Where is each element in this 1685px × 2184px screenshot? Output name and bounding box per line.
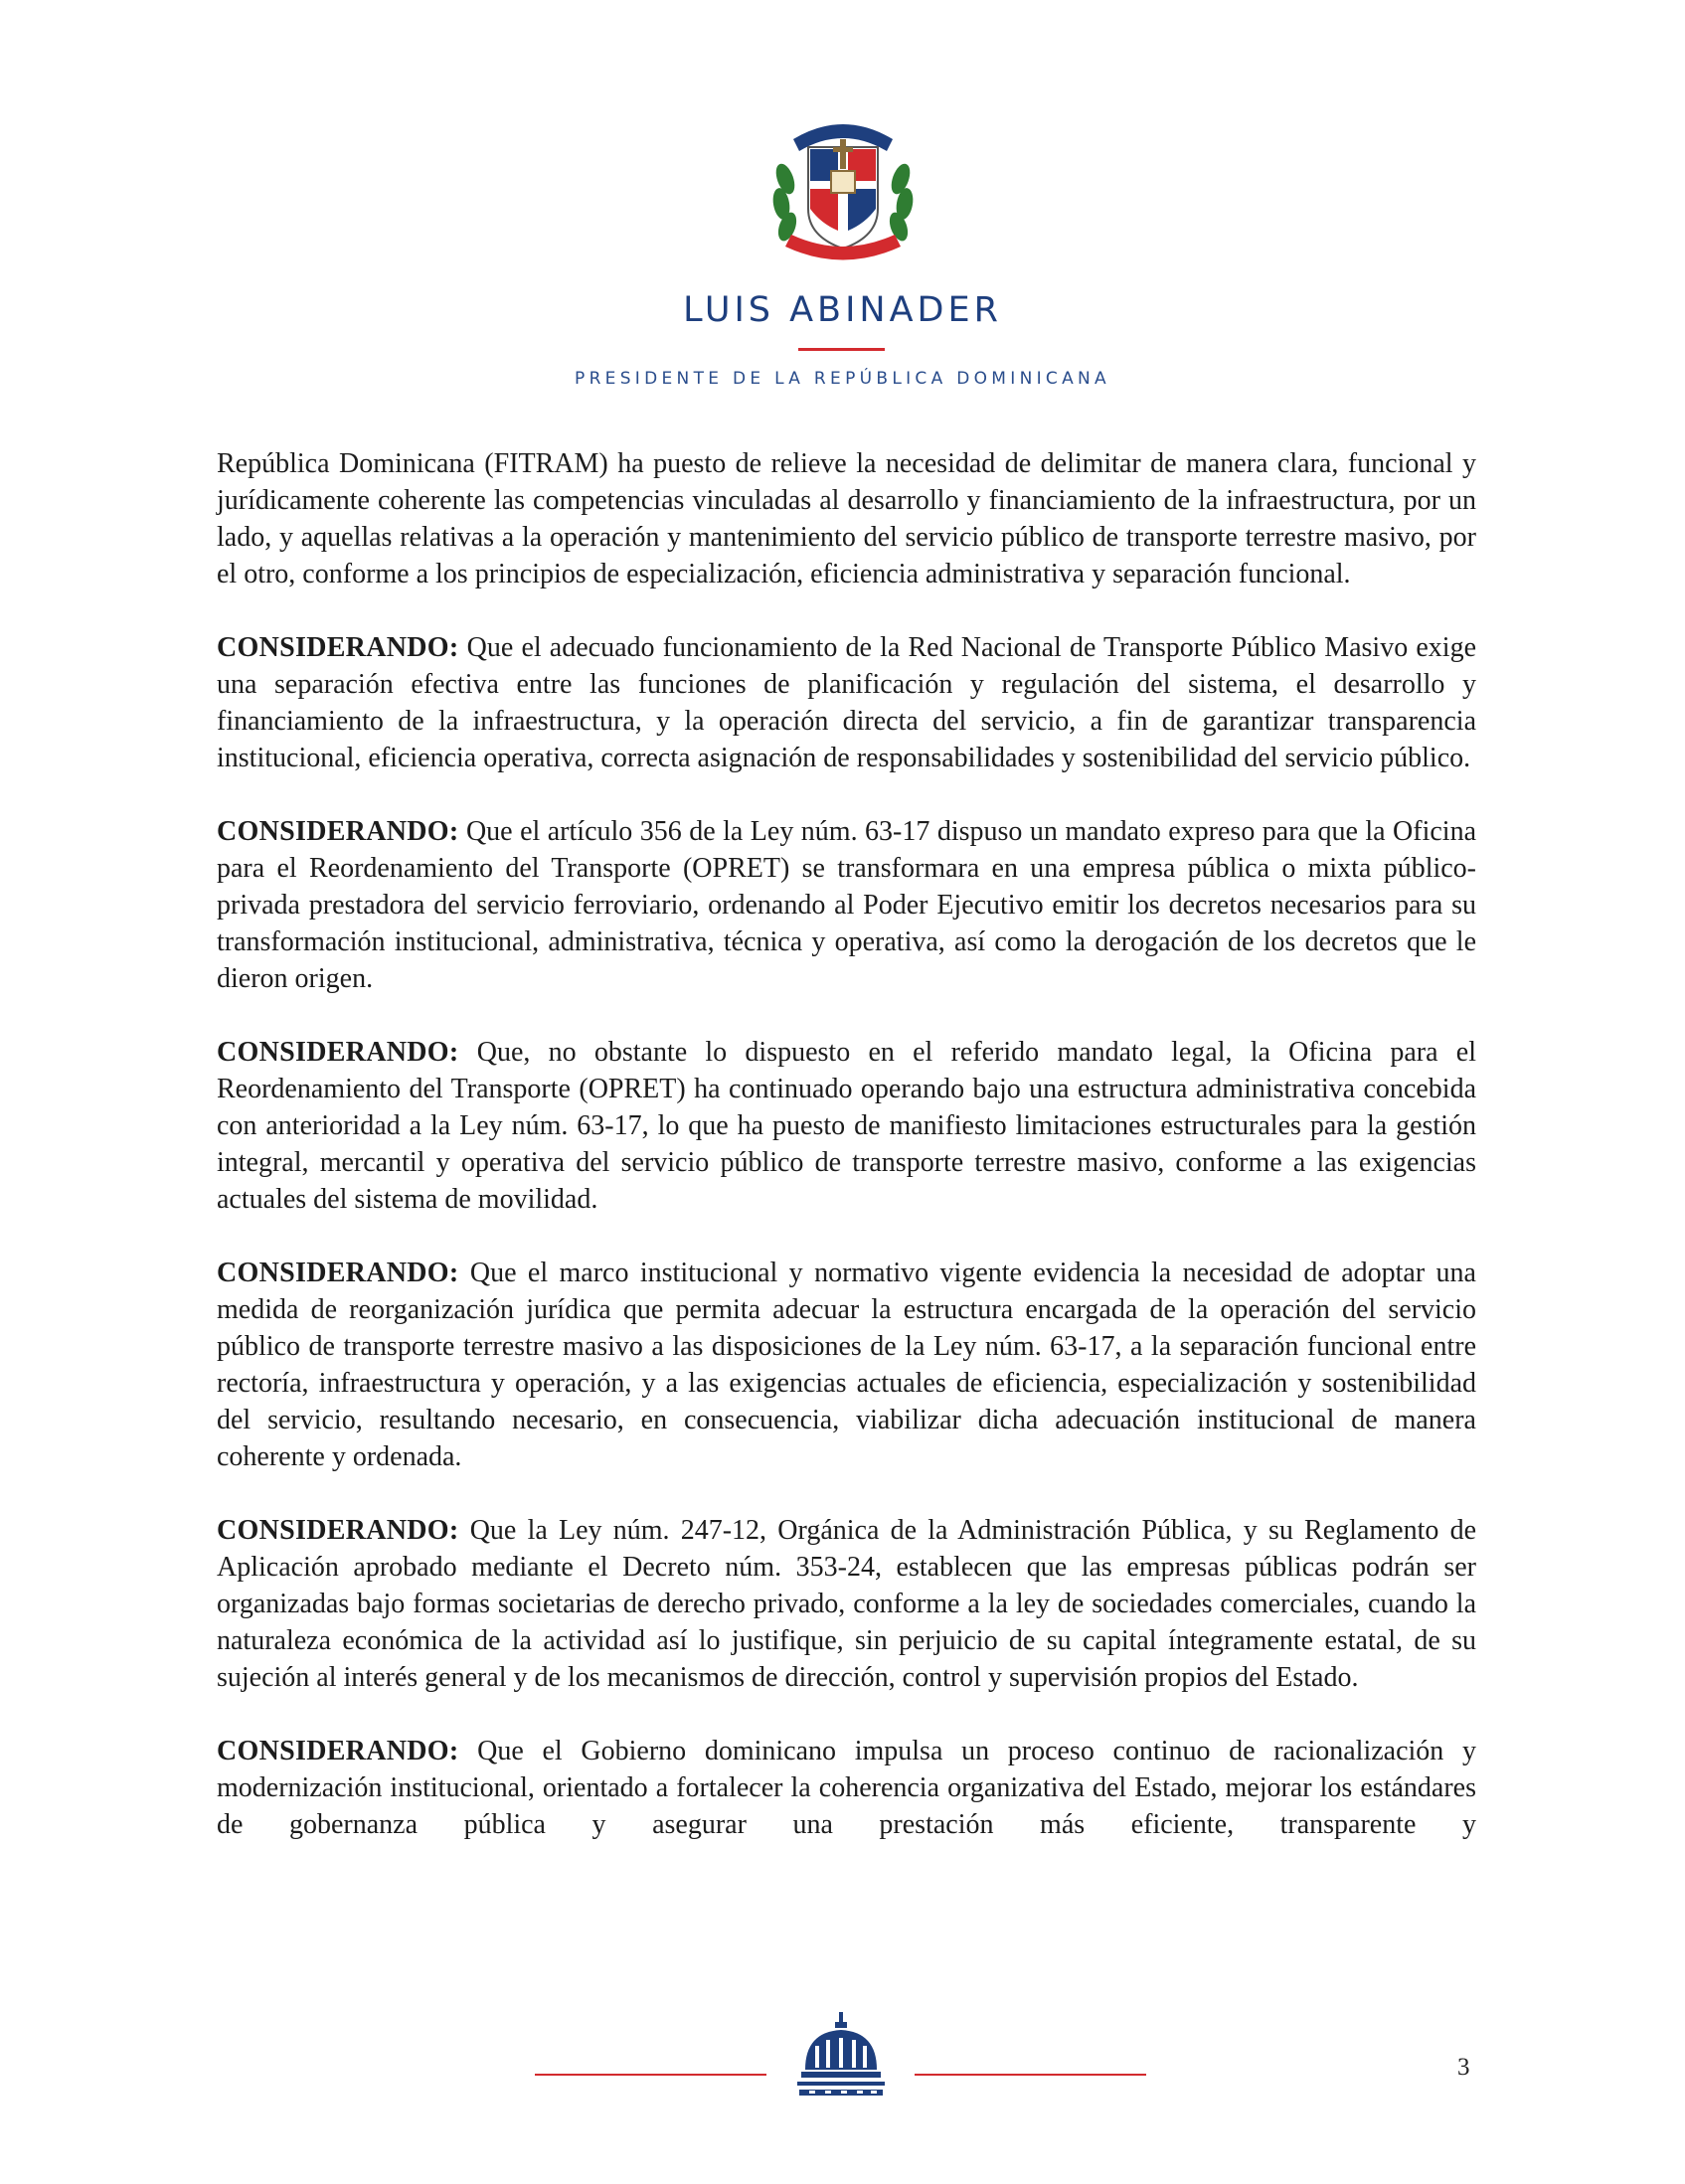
paragraph-text: Que el Gobierno dominicano impulsa un proceso continuo de racionalización y modernización institucional, orientado a fortalecer la coherencia organizativa del Estado, mejorar los estándares de gobernanza pública y asegurar una prestación más eficiente, transparente y	[217, 1736, 1476, 1840]
leader-title: PRESIDENTE DE LA REPÚBLICA DOMINICANA	[575, 369, 1110, 389]
paragraph-text: República Dominicana (FITRAM) ha puesto de relieve la necesidad de delimitar de manera clara, funcional y jurídicamente coherente las competencias vinculadas al desarrollo y financiamiento de la infraestructura, por un lado, y aquellas relativas a la operación y mantenimiento del servicio público de transporte terrestre masivo, por el otro, conforme a los principios de especialización, eficiencia administrativa y separación funcional.	[217, 448, 1476, 589]
paragraph-text: Que el marco institucional y normativo vigente evidencia la necesidad de adoptar una medida de reorganización jurídica que permita adecuar la estructura encargada de la operación del servicio público de transporte terrestre masivo a las disposiciones de la Ley núm. 63-17, a la separación funcional entre rectoría, infraestructura y operación, y a las exigencias actuales de eficiencia, especialización y sostenibilidad del servicio, resultando necesario, en consecuencia, viabilizar dicha adecuación institucional de manera coherente y ordenada.	[217, 1258, 1476, 1472]
paragraph-4	[217, 1034, 1476, 1218]
paragraph-7	[217, 1733, 1476, 1843]
leader-name: LUIS ABINADER	[683, 290, 1002, 330]
coat-of-arms-icon	[763, 109, 923, 273]
paragraph-1	[217, 445, 1476, 592]
considerando-label: CONSIDERANDO:	[217, 1037, 459, 1068]
paragraph-3	[217, 813, 1476, 997]
considerando-label: CONSIDERANDO:	[217, 816, 459, 847]
considerando-label: CONSIDERANDO:	[217, 632, 459, 663]
paragraph-5	[217, 1255, 1476, 1475]
paragraph-text: Que la Ley núm. 247-12, Orgánica de la Administración Pública, y su Reglamento de Aplicación aprobado mediante el Decreto núm. 353-24, establecen que las empresas públicas podrán ser organizadas bajo formas societarias de derecho privado, conforme a la ley de sociedades comerciales, cuando la naturaleza económica de la actividad así lo justifique, sin perjuicio de su capital íntegramente estatal, de su sujeción al interés general y de los mecanismos de dirección, control y supervisión propios del Estado.	[217, 1515, 1476, 1693]
considerando-label: CONSIDERANDO:	[217, 1736, 459, 1766]
considerando-label: CONSIDERANDO:	[217, 1258, 459, 1288]
paragraph-text: Que el adecuado funcionamiento de la Red Nacional de Transporte Público Masivo exige una separación efectiva entre las funciones de planificación y regulación del sistema, el desarrollo y financiamiento de la infraestructura, y la operación directa del servicio, a fin de garantizar transparencia institucional, eficiencia operativa, correcta asignación de responsabilidades y sostenibilidad del servicio público.	[217, 632, 1476, 773]
footer-divider-left	[535, 2074, 766, 2076]
paragraph-text: Que el artículo 356 de la Ley núm. 63-17 dispuso un mandato expreso para que la Oficina para el Reordenamiento del Transporte (OPRET) se transformara en una empresa pública o mixta público-privada prestadora del servicio ferroviario, ordenando al Poder Ejecutivo emitir los decretos necesarios para su transformación institucional, administrativa, técnica y operativa, así como la derogación de los decretos que le dieron origen.	[217, 816, 1476, 994]
document-body	[217, 445, 1476, 1880]
footer-divider-right	[915, 2074, 1146, 2076]
paragraph-2	[217, 629, 1476, 776]
considerando-label: CONSIDERANDO:	[217, 1515, 459, 1546]
header-divider	[798, 348, 885, 351]
paragraph-6	[217, 1512, 1476, 1696]
paragraph-text: Que, no obstante lo dispuesto en el referido mandato legal, la Oficina para el Reordenamiento del Transporte (OPRET) ha continuado operando bajo una estructura administrativa concebida con anterioridad a la Ley núm. 63-17, lo que ha puesto de manifiesto limitaciones estructurales para la gestión integral, mercantil y operativa del servicio público de transporte terrestre masivo, conforme a las exigencias actuales del sistema de movilidad.	[217, 1037, 1476, 1215]
palace-dome-icon	[795, 2012, 887, 2100]
page-number: 3	[1457, 2054, 1470, 2081]
